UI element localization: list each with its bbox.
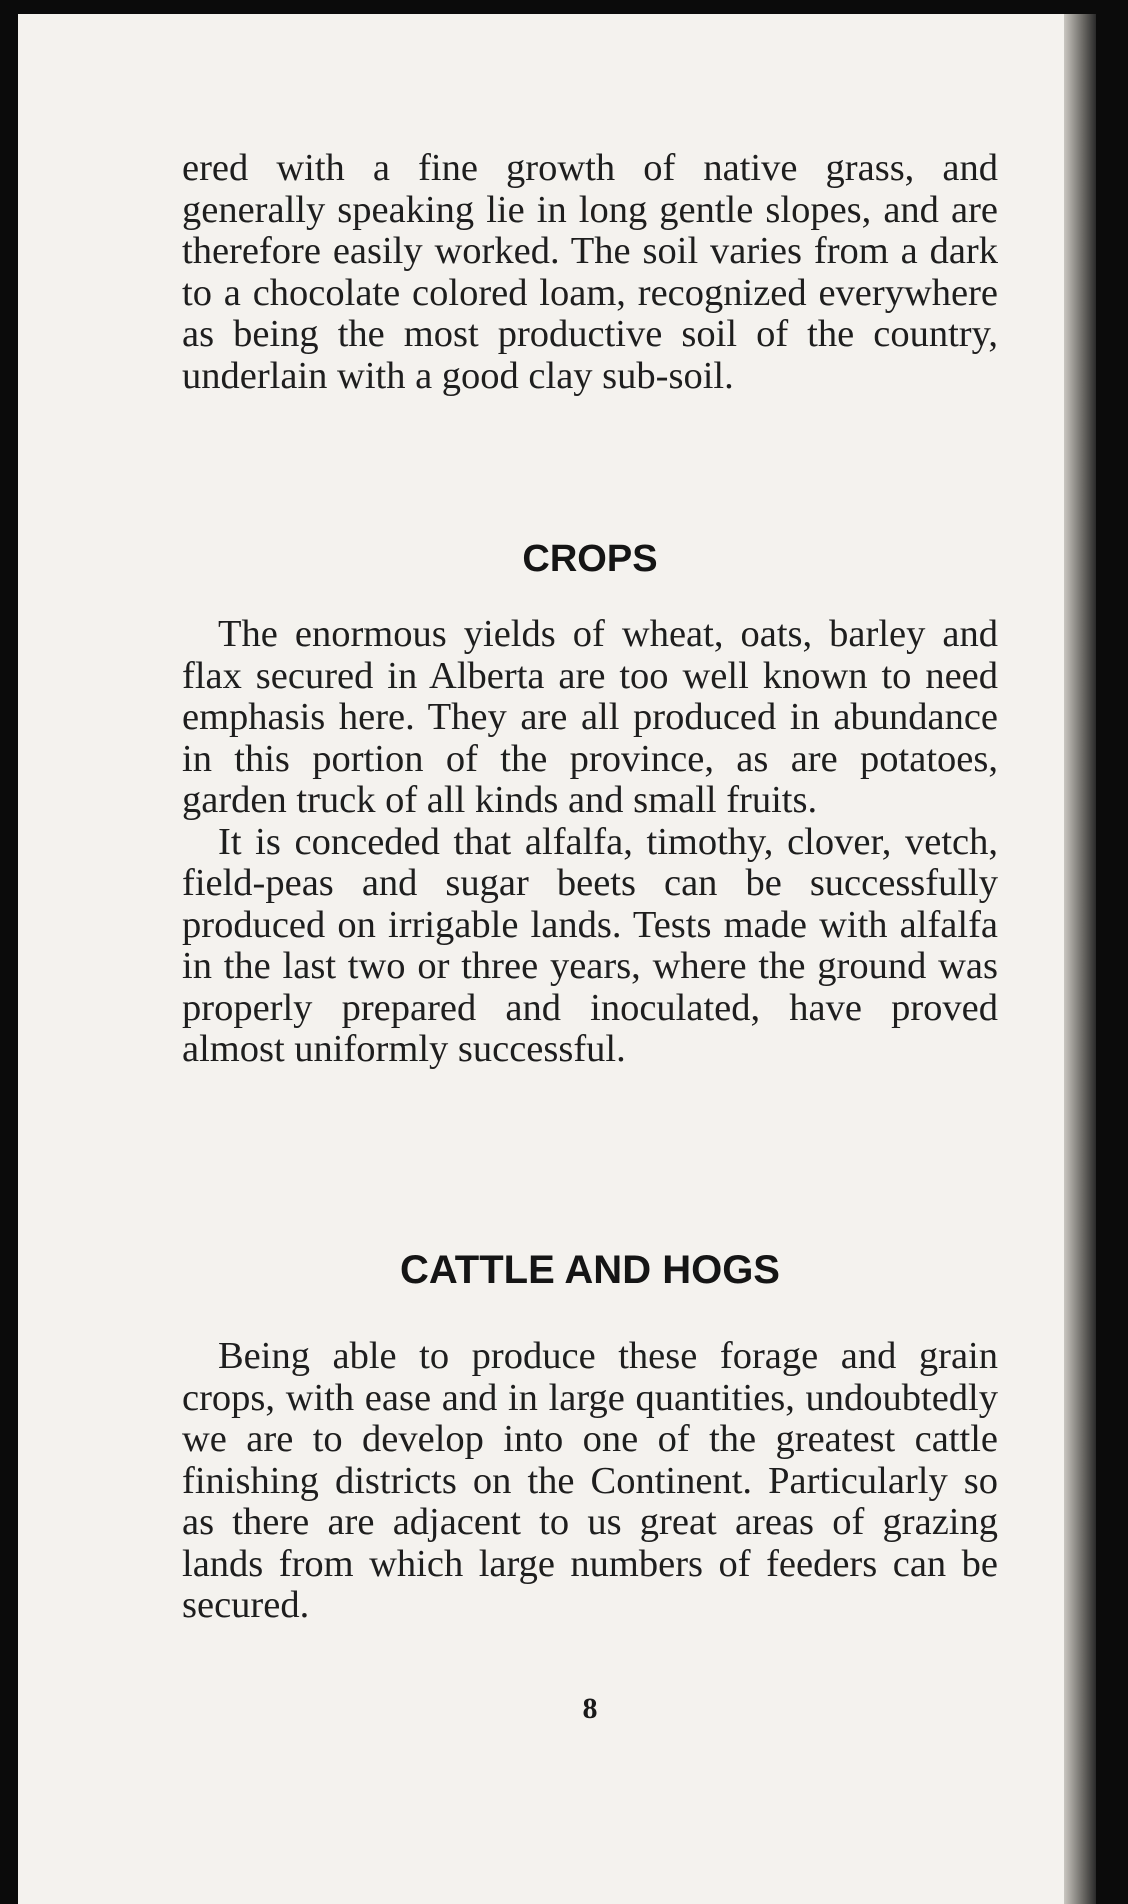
cattle-heading: CATTLE AND HOGS bbox=[400, 1248, 780, 1292]
crops-section bbox=[182, 614, 998, 1071]
crops-heading: CROPS bbox=[522, 538, 658, 580]
intro-paragraph: ered with a fine growth of native grass, and generally speaking lie in long gentle slopes, and are therefore easily worked. The soil varies from a dark to a chocolate colored loam, recognized everywhere as being the most productive soil of the country, underlain with a good clay sub-soil. bbox=[182, 147, 998, 397]
cattle-paragraph: Being able to produce these forage and grain crops, with ease and in large quantities, undoubtedly we are to develop into one of the greatest cattle finishing districts on the Continent. Particularly so as there are adjacent to us great areas of grazing lands from which large numbers of feeders can be secured. bbox=[182, 1335, 998, 1626]
crops-paragraph-2: It is conceded that alfalfa, timothy, clover, vetch, field-peas and sugar beets can be successfully produced on irrigable lands. Tests made with alfalfa in the last two or three years, where the ground was properly prepared and inoculated, have proved almost uniformly successful. bbox=[182, 820, 998, 1070]
cattle-section bbox=[182, 1336, 998, 1627]
crops-paragraph-1: The enormous yields of wheat, oats, barley and flax secured in Alberta are too well known to need emphasis here. They are all produced in abundance in this portion of the province, as are potatoes, garden truck of all kinds and small fruits. bbox=[182, 613, 998, 821]
document-page bbox=[18, 14, 1096, 1904]
book-spine-shadow bbox=[1064, 14, 1096, 1904]
intro-section bbox=[182, 148, 998, 397]
page-number: 8 bbox=[582, 1692, 598, 1725]
